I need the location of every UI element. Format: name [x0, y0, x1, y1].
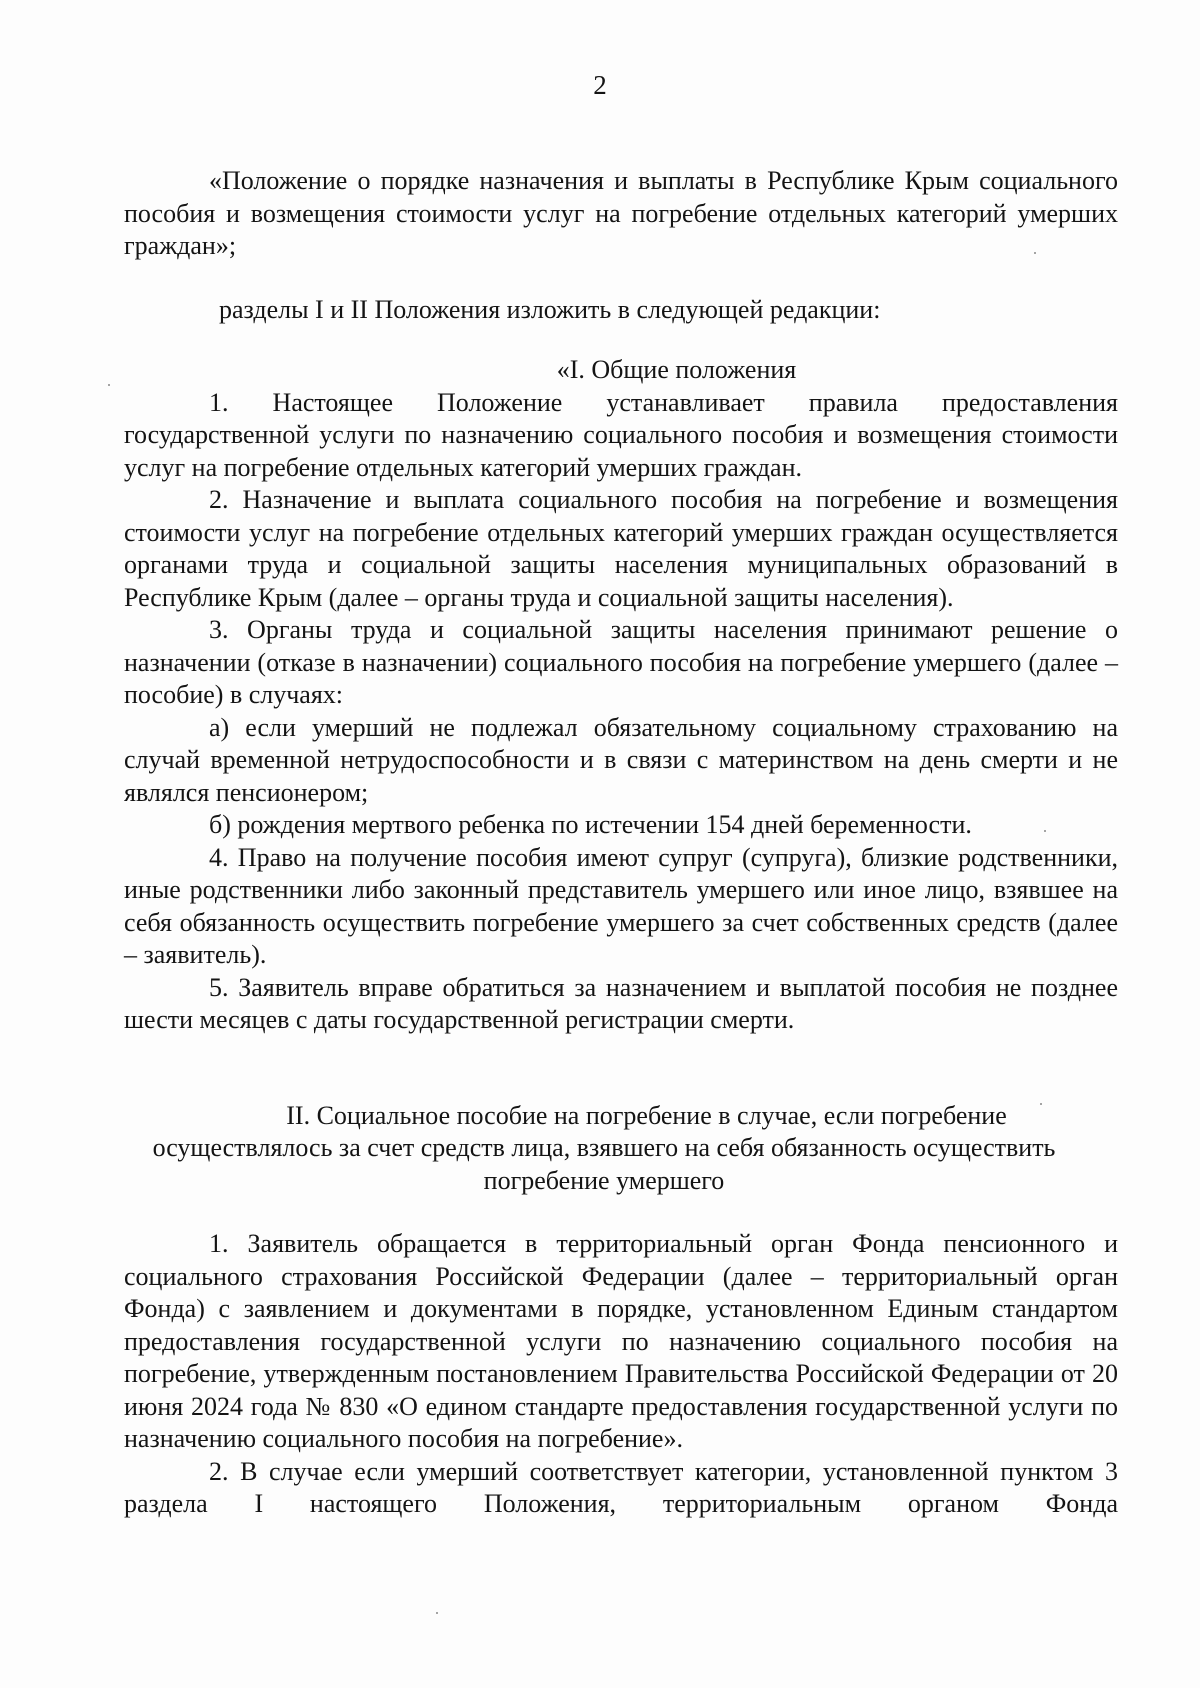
page-number: 2: [593, 70, 607, 100]
section1-paragraph-3: 3. Органы труда и социальной защиты населения принимают решение о назначении (отказе в назначении) социального пособия на погребение умершего (далее – пособие) в случаях:: [124, 615, 1118, 709]
section1-paragraph-1: 1. Настоящее Положение устанавливает правила предоставления государственной услуги по назначению социального пособия и возмещения стоимости услуг на погребение отдельных категорий умерших граждан.: [124, 387, 1118, 482]
section1-subitem-b: б) рождения мертвого ребенка по истечении 154 дней беременности.: [209, 810, 972, 839]
section1-paragraph-5: 5. Заявитель вправе обратиться за назначением и выплатой пособия не позднее шести месяцев с даты государственной регистрации смерти.: [124, 972, 1118, 1034]
instruction-line: разделы I и II Положения изложить в следующей редакции:: [219, 294, 881, 324]
section1-paragraph-4: 4. Право на получение пособия имеют супруг (супруга), близкие родственники, иные родственники либо законный представитель умершего или иное лицо, взявшее на себя обязанность осуществить погребение умершего за счет собственных средств (далее – заявитель).: [124, 842, 1118, 969]
section1-subitem-a: а) если умерший не подлежал обязательному социальному страхованию на случай временной нетрудоспособности и в связи с материнством на день смерти и не являлся пенсионером;: [124, 712, 1118, 807]
section2-heading: II. Социальное пособие на погребение в случае, если погребение осуществлялось за счет средств лица, взявшего на себя обязанность осуществить погребение умершего: [152, 1100, 1056, 1195]
section2-paragraph-1: 1. Заявитель обращается в территориальный орган Фонда пенсионного и социального страхования Российской Федерации (далее – территориальный орган Фонда) с заявлением и документами в порядке, установленном Единым стандартом предоставления государственной услуги по назначению социального пособия на погребение, утвержденным постановлением Правительства Российской Федерации от 20 июня 2024 года № 830 «О едином стандарте предоставления государственной услуги по назначению социального пособия на погребение».: [124, 1229, 1118, 1453]
section1-paragraph-2: 2. Назначение и выплата социального пособия на погребение и возмещения стоимости услуг на погребение отдельных категорий умерших граждан осуществляется органами труда и социальной защиты населения муниципальных образований в Республике Крым (далее – органы труда и социальной защиты населения).: [124, 485, 1118, 612]
section2-paragraph-2: 2. В случае если умерший соответствует категории, установленной пунктом 3 раздела I настоящего Положения, территориальным органом Фонда: [124, 1456, 1118, 1518]
scan-speck: [108, 384, 110, 386]
scan-speck: [436, 1612, 438, 1614]
document-body: [124, 165, 1118, 1521]
section1-heading: «I. Общие положения: [556, 355, 797, 384]
scan-speck: [1040, 1103, 1042, 1105]
scan-speck: [1034, 252, 1036, 254]
title-quote: «Положение о порядке назначения и выплаты в Республике Крым социального пособия и возмещения стоимости услуг на погребение отдельных категорий умерших граждан»;: [124, 166, 1118, 260]
scan-speck: [1044, 830, 1046, 832]
